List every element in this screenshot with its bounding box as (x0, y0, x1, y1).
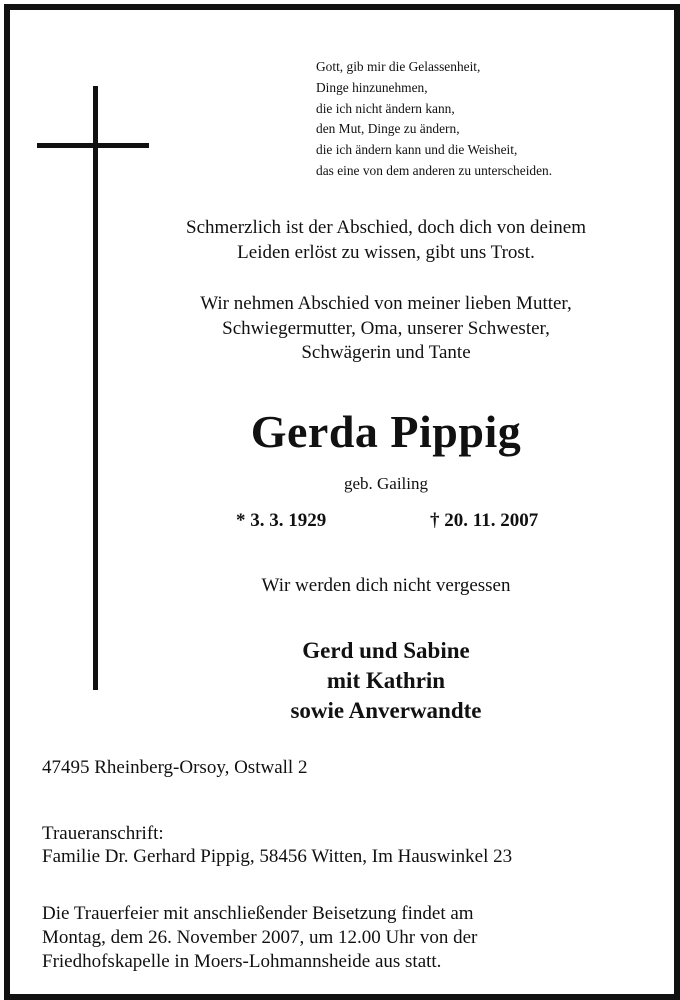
death-date: † 20. 11. 2007 (430, 510, 539, 531)
birth-date: * 3. 3. 1929 (236, 510, 327, 531)
poem-line: Dinge hinzunehmen, (316, 79, 428, 95)
ceremony-line: Friedhofskapelle in Moers-Lohmannsheide aus statt. (42, 951, 442, 972)
mourner-line: sowie Anverwandte (290, 698, 482, 723)
poem-line: die ich ändern kann und die Weisheit, (316, 142, 518, 158)
farewell-text (98, 216, 674, 265)
mourning-address: Familie Dr. Gerhard Pippig, 58456 Witten, Im Hauswinkel 23 (42, 846, 513, 867)
serenity-prayer (316, 57, 552, 182)
announcement-line: Schwägerin und Tante (301, 342, 471, 363)
remembrance-text: Wir werden dich nicht vergessen (261, 575, 511, 596)
farewell-line: Schmerzlich ist der Abschied, doch dich von deinem (186, 217, 586, 238)
deceased-name: Gerda Pippig (250, 406, 522, 457)
poem-line: Gott, gib mir die Gelassenheit, (316, 59, 481, 74)
obituary-notice (4, 4, 680, 1000)
mourning-address-label: Traueranschrift: (42, 823, 164, 844)
ceremony-info (42, 902, 477, 974)
farewell-line: Leiden erlöst zu wissen, gibt uns Trost. (237, 241, 535, 263)
cross-icon-horizontal-beam (37, 143, 149, 148)
mourner-line: Gerd und Sabine (302, 638, 470, 663)
cross-icon-vertical-beam (93, 86, 98, 690)
announcement-line: Schwiegermutter, Oma, unserer Schwester, (222, 317, 550, 339)
announcement-text (98, 292, 674, 366)
poem-line: den Mut, Dinge zu ändern, (316, 121, 460, 137)
mourner-line: mit Kathrin (326, 668, 446, 693)
maiden-name: geb. Gailing (343, 474, 429, 493)
announcement-line: Wir nehmen Abschied von meiner lieben Mutter, (200, 293, 572, 314)
family-address: 47495 Rheinberg-Orsoy, Ostwall 2 (42, 757, 308, 778)
mourners (98, 636, 674, 726)
poem-line: die ich nicht ändern kann, (316, 100, 455, 116)
ceremony-line: Die Trauerfeier mit anschließender Beisetzung findet am (42, 903, 474, 924)
poem-line: das eine von dem anderen zu unterscheiden. (316, 162, 553, 178)
ceremony-line: Montag, dem 26. November 2007, um 12.00 Uhr von der (42, 927, 478, 948)
